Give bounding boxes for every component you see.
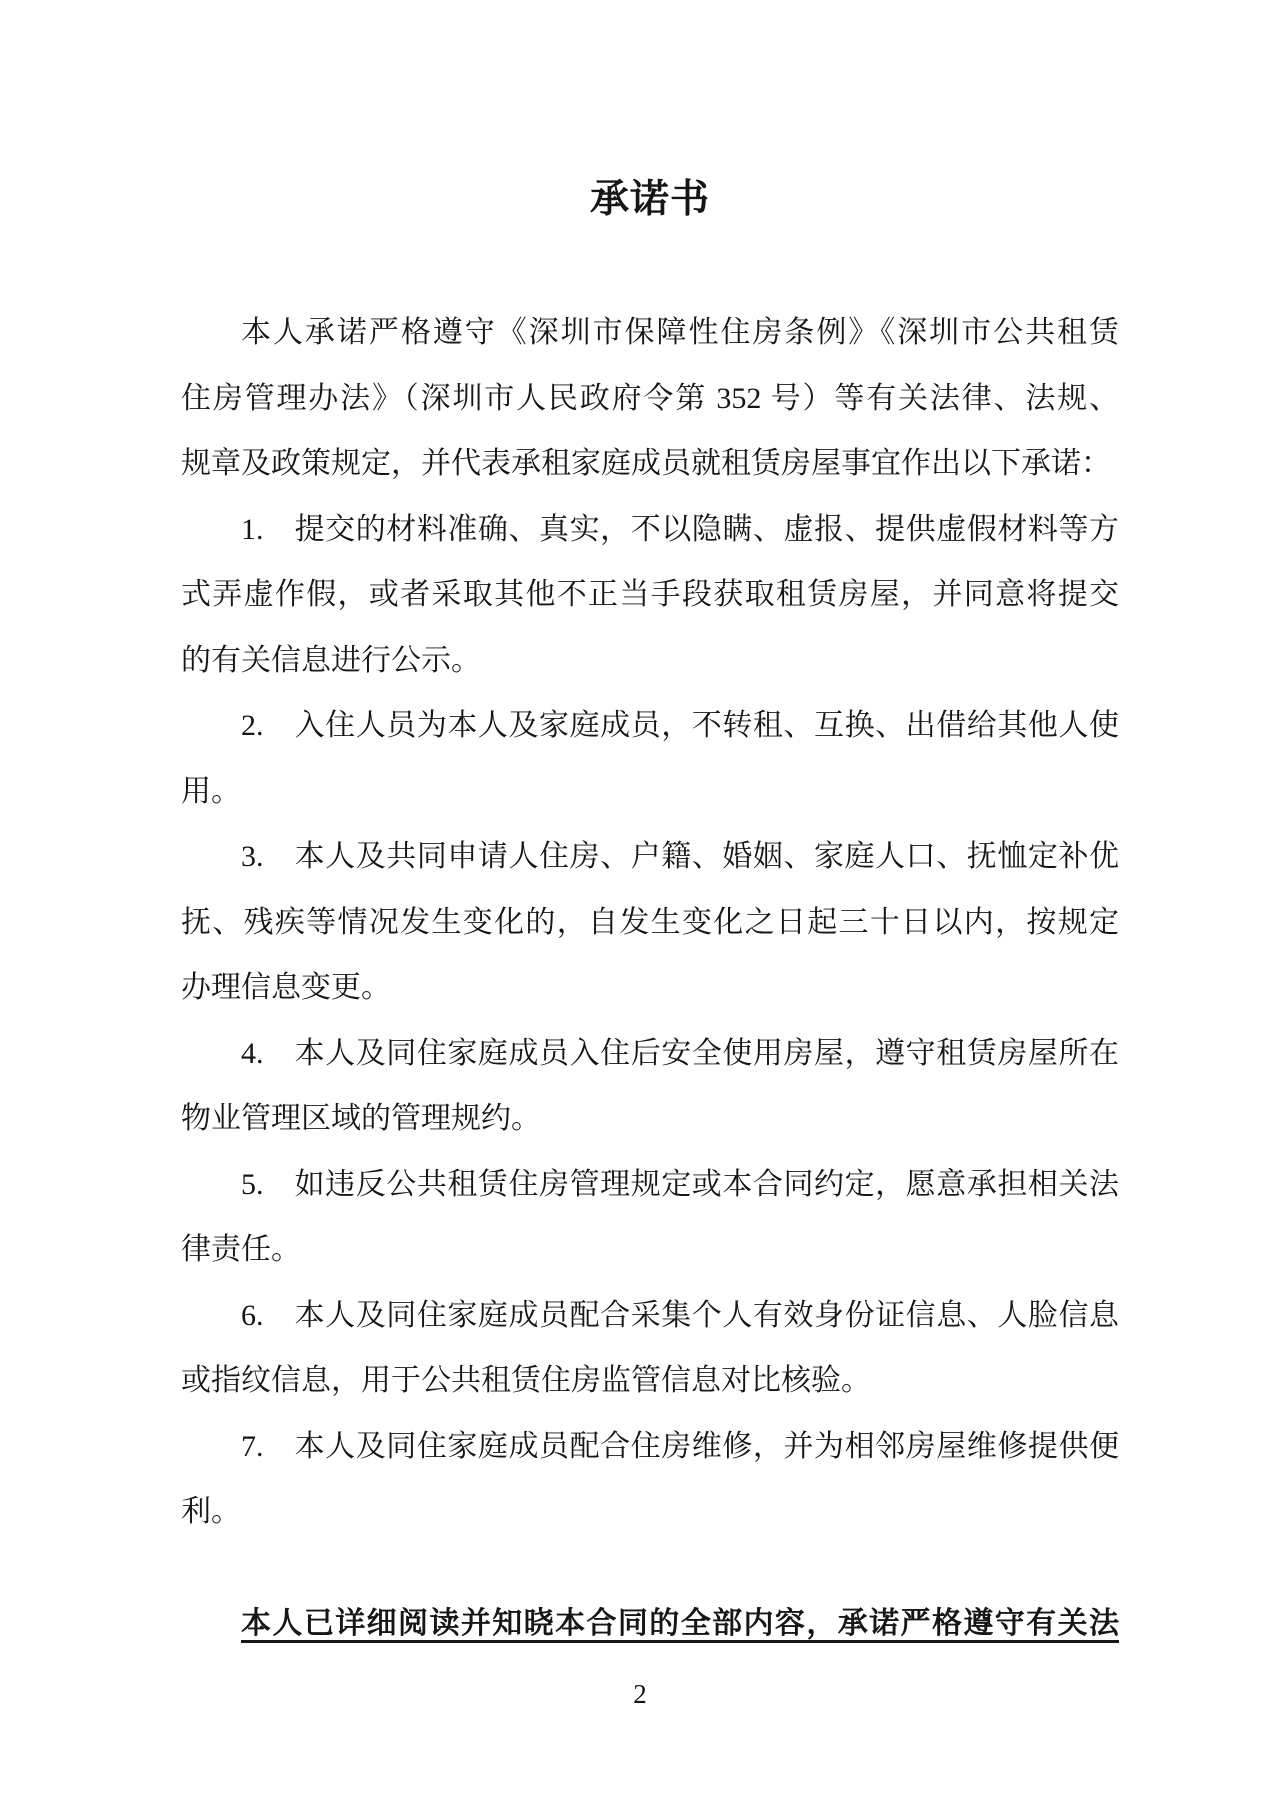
text-line: 办理信息变更。 — [181, 971, 391, 1004]
text-line: 本人承诺严格遵守《深圳市保障性住房条例》《深圳市公共租赁 — [241, 316, 1119, 349]
text-line: 式弄虚作假，或者采取其他不正当手段获取租赁房屋，并同意将提交 — [181, 578, 1119, 611]
text-line: 抚、残疾等情况发生变化的，自发生变化之日起三十日以内，按规定 — [181, 905, 1119, 939]
commitment-item-7 — [181, 1414, 1119, 1545]
text-line: 5. 如违反公共租赁住房管理规定或本合同约定，愿意承担相关法 — [241, 1167, 1119, 1201]
text-line: 的有关信息进行公示。 — [181, 643, 481, 677]
text-line: 住房管理办法》（深圳市人民政府令第 352 号）等有关法律、法规、 — [181, 381, 1119, 415]
page-content — [181, 179, 1119, 1656]
pledge-paragraph — [181, 1591, 1119, 1657]
paragraph-intro — [181, 300, 1119, 497]
page-title: 承诺书 — [589, 178, 710, 221]
commitment-item-2 — [181, 693, 1119, 824]
text-line: 7. 本人及同住家庭成员配合住房维修，并为相邻房屋维修提供便 — [241, 1429, 1119, 1463]
text-line: 或指纹信息，用于公共租赁住房监管信息对比核验。 — [181, 1364, 871, 1397]
text-line: 用。 — [181, 774, 241, 808]
text-line: 4. 本人及同住家庭成员入住后安全使用房屋，遵守租赁房屋所在 — [241, 1036, 1119, 1070]
text-line: 2. 入住人员为本人及家庭成员，不转租、互换、出借给其他人使 — [241, 709, 1119, 742]
pledge-line: 本人已详细阅读并知晓本合同的全部内容，承诺严格遵守有关法 — [241, 1606, 1119, 1640]
page-number: 2 — [633, 1679, 647, 1709]
text-line: 物业管理区域的管理规约。 — [181, 1102, 541, 1135]
commitment-item-4 — [181, 1021, 1119, 1152]
commitment-item-1 — [181, 497, 1119, 694]
document-body — [181, 300, 1119, 1656]
commitment-item-5 — [181, 1152, 1119, 1283]
text-line: 规章及政策规定，并代表承租家庭成员就租赁房屋事宜作出以下承诺： — [181, 447, 1111, 480]
text-line: 3. 本人及共同申请人住房、户籍、婚姻、家庭人口、抚恤定补优 — [241, 840, 1119, 873]
text-line: 利。 — [181, 1495, 241, 1528]
text-line: 6. 本人及同住家庭成员配合采集个人有效身份证信息、人脸信息 — [241, 1298, 1119, 1332]
text-line: 1. 提交的材料准确、真实，不以隐瞒、虚报、提供虚假材料等方 — [241, 512, 1119, 546]
commitment-item-6 — [181, 1283, 1119, 1414]
commitment-item-3 — [181, 824, 1119, 1021]
text-line: 律责任。 — [181, 1233, 301, 1266]
